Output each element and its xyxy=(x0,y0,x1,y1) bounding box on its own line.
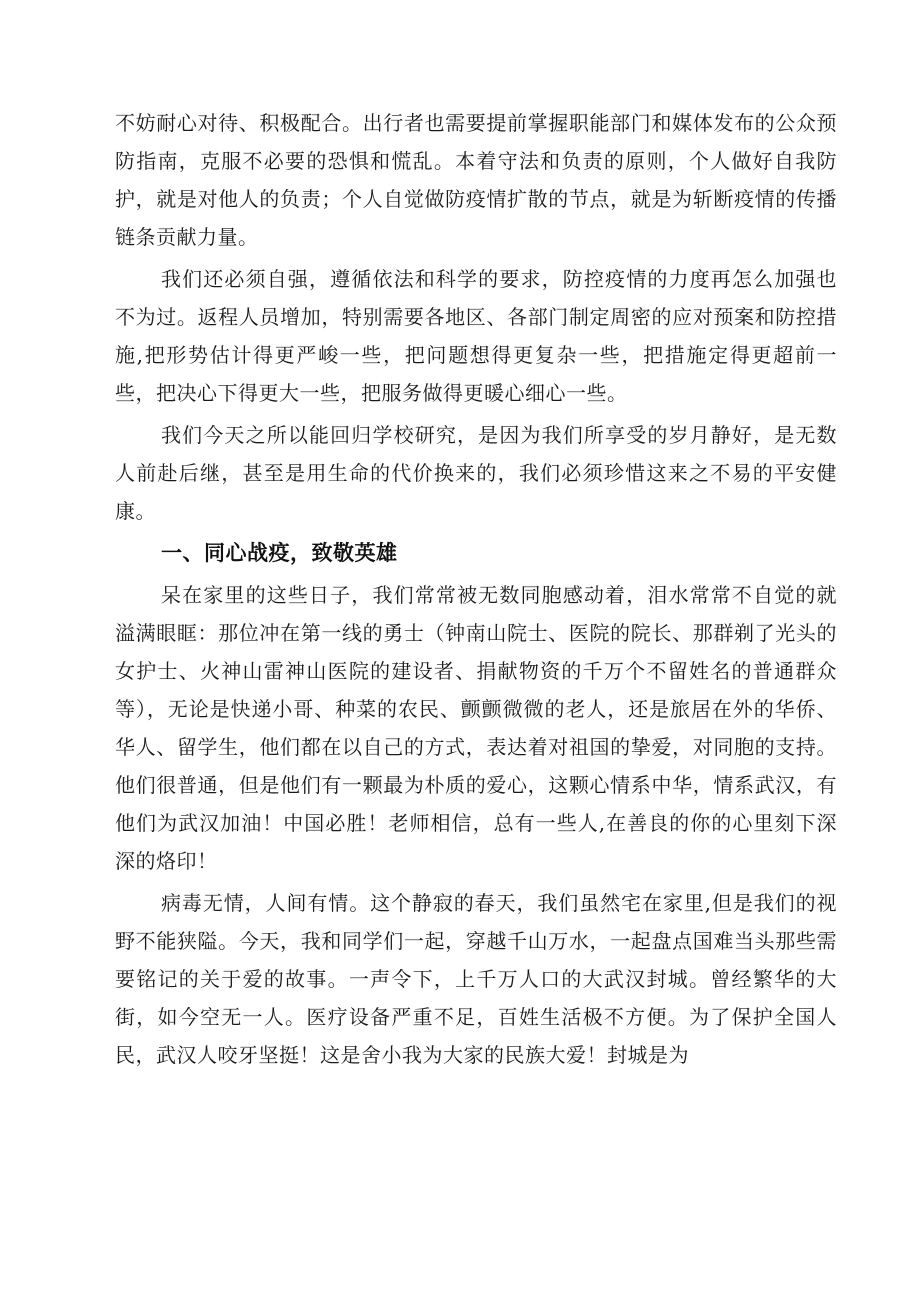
section-heading: 一、同心战疫，致敬英雄 xyxy=(161,541,398,565)
paragraph-3: 我们今天之所以能回归学校研究，是因为我们所享受的岁月静好，是无数人前赴后继，甚至是用生命的代价换来的，我们必须珍惜这来之不易的平安健康。 xyxy=(115,423,837,523)
paragraph-2: 我们还必须自强，遵循依法和科学的要求，防控疫情的力度再怎么加强也不为过。返程人员增加，特别需要各地区、各部门制定周密的应对预案和防控措施,把形势估计得更严峻一些，把问题想得更复杂一些，把措施定得更超前一些，把决心下得更大一些，把服务做得更暖心细心一些。 xyxy=(115,267,837,405)
document-body xyxy=(115,104,837,1078)
paragraph-4: 呆在家里的这些日子，我们常常被无数同胞感动着，泪水常常不自觉的就溢满眼眶：那位冲在第一线的勇士（钟南山院士、医院的院长、那群剃了光头的女护士、火神山雷神山医院的建设者、捐献物资的千万个不留姓名的普通群众等），无论是快递小哥、种菜的农民、颤颤微微的老人，还是旅居在外的华侨、华人、留学生，他们都在以自己的方式，表达着对祖国的挚爱，对同胞的支持。他们很普通，但是他们有一颗最为朴质的爱心，这颗心情系中华，情系武汉，有他们为武汉加油！中国必胜！老师相信，总有一些人,在善良的你的心里刻下深深的烙印！ xyxy=(115,582,837,873)
paragraph-5: 病毒无情，人间有情。这个静寂的春天，我们虽然宅在家里,但是我们的视野不能狭隘。今天，我和同学们一起，穿越千山万水，一起盘点国难当头那些需要铭记的关于爱的故事。一声令下，上千万人口的大武汉封城。曾经繁华的大街，如今空无一人。医疗设备严重不足，百姓生活极不方便。为了保护全国人民，武汉人咬牙坚挺！这是舍小我为大家的民族大爱！封城是为 xyxy=(115,890,837,1067)
paragraph-1: 不妨耐心对待、积极配合。出行者也需要提前掌握职能部门和媒体发布的公众预防指南，克服不必要的恐惧和慌乱。本着守法和负责的原则，个人做好自我防护，就是对他人的负责；个人自觉做防疫情扩散的节点，就是为斩断疫情的传播链条贡献力量。 xyxy=(115,111,837,249)
